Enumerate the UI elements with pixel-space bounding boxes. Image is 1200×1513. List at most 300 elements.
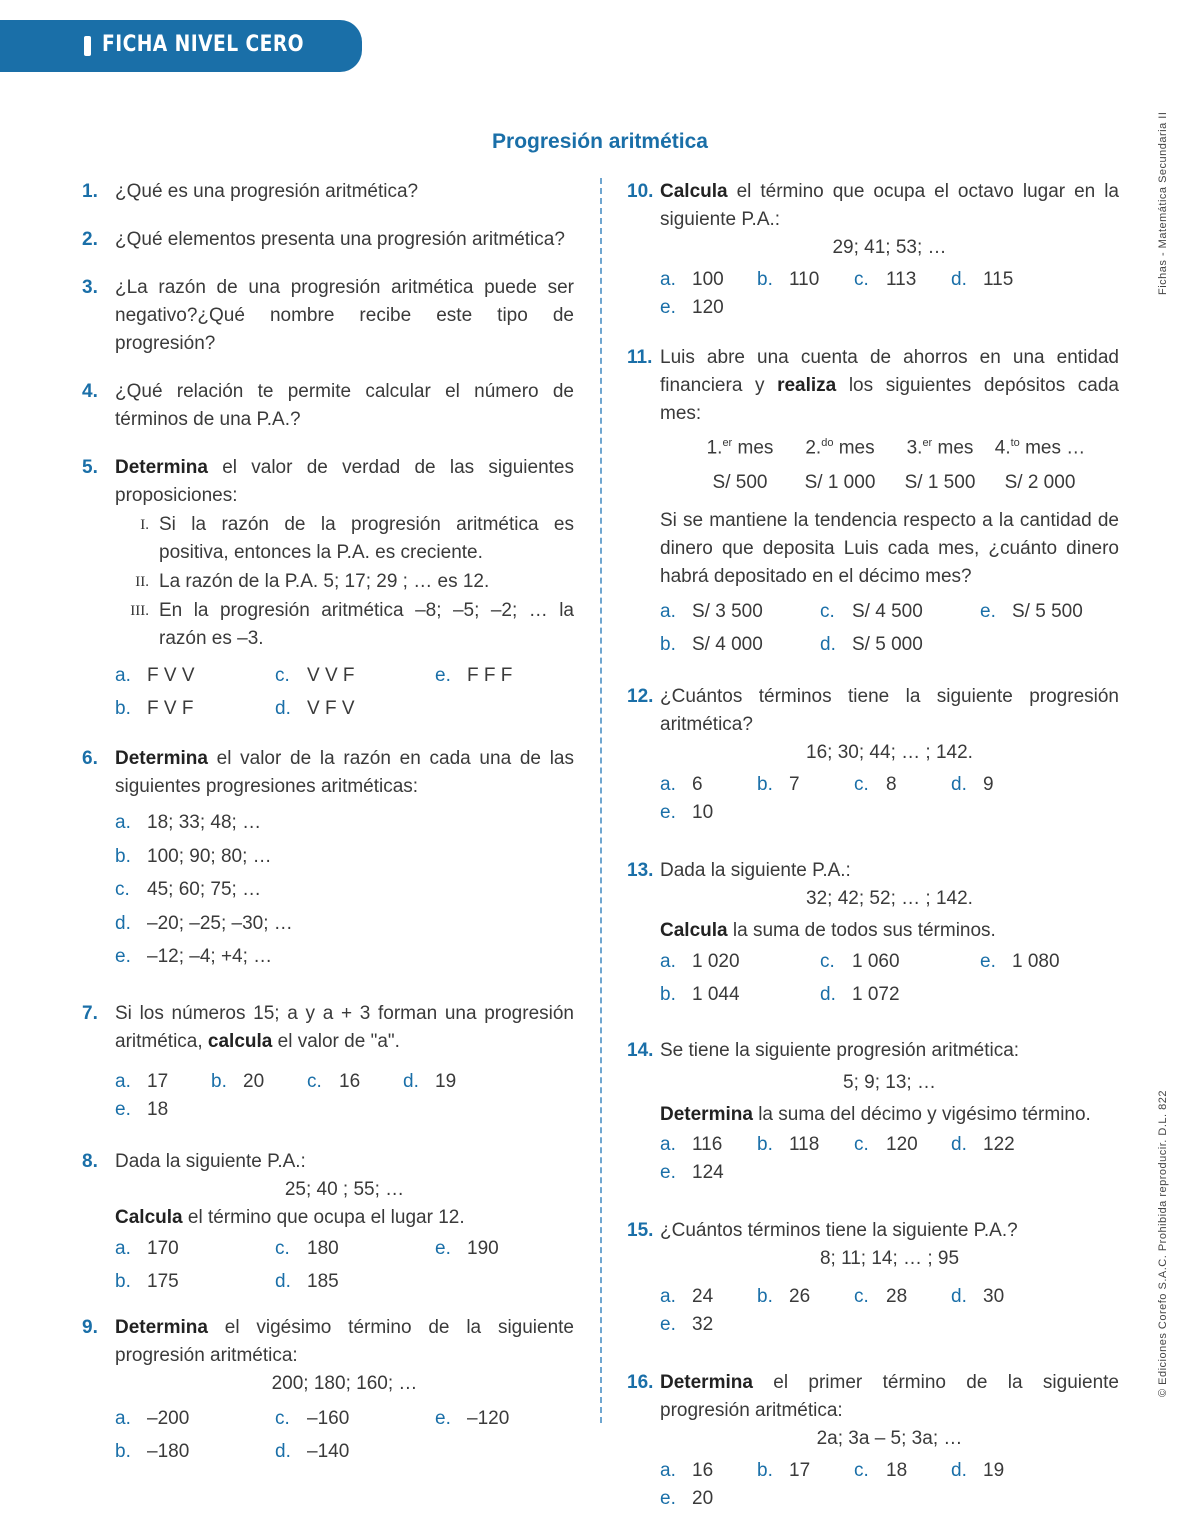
sequence: 29; 41; 53; … [832,237,947,258]
question-11 [627,344,1119,661]
item-value: 100; 90; 80; … [147,845,272,867]
option-value: V F V [307,698,355,719]
option-value: 1 044 [692,984,740,1006]
option-a[interactable] [115,659,275,692]
question-number: 8. [82,1150,98,1172]
option-value: –140 [307,1440,350,1462]
option-value: S/ 4 000 [692,634,763,656]
list-item [115,806,574,840]
question-text-rest: el valor de la razón en cada una de las siguientes progresiones aritméticas: [115,748,574,797]
option-letter: a. [115,665,131,686]
option-a[interactable] [115,1068,211,1096]
question-12 [627,683,1119,827]
option-letter: b. [115,698,131,719]
item-letter: b. [115,845,131,867]
option-letter: a. [115,1237,131,1259]
option-letter: c. [275,1407,290,1429]
question-text-part: el valor de "a". [272,1030,400,1052]
sequence: 5; 9; 13; … [843,1072,936,1094]
option-value: 18 [886,1460,908,1482]
option-value: 17 [147,1070,169,1092]
option-letter: a. [660,774,676,796]
deposit-amount: S/ 1 500 [904,472,976,494]
option-value: 16 [339,1070,361,1092]
option-c[interactable] [854,266,951,294]
column-divider [600,178,602,1423]
option-value: S/ 5 000 [852,634,923,656]
question-text-rest: el término que ocupa el octavo lugar en la siguiente P.A.: [660,181,1119,230]
sequence: 8; 11; 14; … ; 95 [819,1248,960,1270]
question-text-rest: el primer término de la siguiente progresión aritmética: [660,1372,1119,1422]
item-value: –12; –4; +4; … [147,946,273,967]
option-e[interactable] [660,294,740,322]
question-text [660,344,1119,428]
question-text-part: Si los números 15; a y a + 3 forman una progresión aritmética, [115,1002,574,1052]
proposition-text: La razón de la P.A. 5; 17; 29 ; … es 12. [159,571,490,592]
option-d[interactable] [951,1283,1048,1311]
option-value: 6 [692,774,703,796]
option-d[interactable] [275,692,435,725]
right-column [627,178,1119,1513]
item-letter: c. [115,879,130,900]
option-letter: d. [820,634,836,656]
option-letter: d. [951,774,967,796]
option-letter: e. [660,1314,676,1336]
option-b[interactable] [660,628,820,661]
option-c[interactable] [854,771,951,799]
option-letter: e. [435,1237,451,1259]
option-a[interactable] [660,266,757,294]
option-value: 124 [692,1162,724,1184]
option-letter: a. [660,1286,676,1308]
option-b[interactable] [757,1131,854,1159]
option-value: 18 [147,1098,169,1120]
option-letter: e. [660,802,676,824]
question-number: 16. [627,1372,654,1394]
option-letter: e. [980,951,996,973]
option-letter: c. [307,1070,322,1092]
question-text [115,1314,574,1370]
answer-options [660,1283,1119,1339]
item-value: –20; –25; –30; … [147,912,293,934]
option-b[interactable] [115,1265,275,1298]
option-value: 120 [886,1134,918,1156]
question-text-rest: el término que ocupa el lugar 12. [182,1206,465,1228]
question-3 [82,274,574,358]
option-e[interactable] [435,1402,565,1435]
question-text [115,454,574,510]
option-letter: e. [660,1162,676,1184]
item-value: 18; 33; 48; … [147,812,262,833]
question-text [115,1000,574,1056]
option-b[interactable] [757,1283,854,1311]
question-number: 4. [82,381,98,402]
side-note-copyright: © Ediciones Corefo S.A.C. Prohibida reproducir. D.L. 822 [1157,1090,1169,1397]
month-header: 3.$^{er}$ mes [906,437,974,459]
question-text-rest: la suma del décimo y vigésimo término. [752,1104,1091,1126]
option-letter: e. [660,297,676,318]
option-b[interactable] [211,1068,307,1096]
list-item [115,840,574,874]
option-letter: e. [435,1407,451,1429]
question-number: 11. [627,347,653,368]
option-e[interactable] [435,659,565,692]
question-instruction [660,917,1119,945]
option-letter: c. [854,774,869,796]
question-number: 6. [82,748,98,769]
option-e[interactable] [435,1232,565,1265]
question-text: Dada la siguiente P.A.: [115,1150,306,1172]
option-value: 8 [886,774,897,796]
option-value: –120 [467,1407,510,1429]
instruction-verb: Determina [660,1372,753,1394]
option-value: 28 [886,1286,908,1308]
question-number: 15. [627,1220,654,1242]
option-value: 120 [692,297,724,318]
option-letter: c. [820,951,835,973]
option-d[interactable] [275,1435,435,1468]
option-e[interactable] [660,1311,740,1339]
item-value: 45; 60; 75; … [147,879,262,900]
question-text [660,178,1119,234]
option-value: 20 [692,1488,714,1510]
answer-options [115,659,574,725]
list-item [115,907,574,941]
option-value: 26 [789,1286,811,1308]
question-number: 10. [627,181,654,202]
option-value: –200 [147,1407,190,1429]
option-value: S/ 5 500 [1012,601,1083,623]
question-8 [82,1148,574,1298]
option-c[interactable] [854,1283,951,1311]
option-a[interactable] [115,1232,275,1265]
instruction-verb: Calcula [660,920,728,942]
option-letter: d. [951,1286,967,1308]
answer-options [115,1402,574,1468]
option-letter: d. [951,269,967,290]
option-letter: b. [115,1440,131,1462]
answer-options [115,1068,574,1124]
question-14 [627,1037,1119,1187]
question-1 [82,178,574,206]
instruction-verb: Determina [115,457,208,478]
deposits-table [690,428,1119,503]
question-15 [627,1217,1119,1339]
question-number: 12. [627,686,654,708]
question-number: 7. [82,1002,98,1024]
option-letter: e. [660,1488,676,1510]
option-letter: c. [275,1237,290,1259]
sequence: 32; 42; 52; … ; 142. [806,888,973,910]
question-5 [82,454,574,725]
option-letter: b. [757,269,773,290]
question-text: ¿La razón de una progresión aritmética puede ser negativo?¿Qué nombre recibe este tipo de progresión? [115,277,574,354]
option-value: 100 [692,269,724,290]
option-value: 16 [692,1460,714,1482]
question-13 [627,857,1119,1011]
question-number: 3. [82,277,98,298]
option-b[interactable] [757,771,854,799]
option-value: 1 020 [692,951,740,973]
option-value: V V F [307,665,355,686]
option-c[interactable] [275,659,435,692]
option-value: 1 072 [852,984,900,1006]
option-b[interactable] [115,1435,275,1468]
proposition-number: I. [140,517,149,533]
option-value: 1 060 [852,951,900,973]
option-value: 122 [983,1134,1015,1156]
instruction-verb: Determina [660,1104,753,1126]
option-value: S/ 3 500 [692,601,763,623]
option-letter: b. [115,1270,131,1292]
option-value: 17 [789,1460,811,1482]
month-header: 4.$^{to}$ mes … [994,437,1086,459]
option-letter: a. [660,951,676,973]
option-value: –160 [307,1407,350,1429]
option-letter: a. [660,1134,676,1156]
question-text-part: los siguientes depósitos cada mes: [660,375,1119,424]
option-a[interactable] [660,595,820,628]
sequence: 2a; 3a – 5; 3a; … [816,1428,963,1450]
question-6 [82,745,574,974]
option-value: S/ 4 500 [852,601,923,623]
question-instruction [115,1204,574,1232]
proposition-number: II. [135,574,149,590]
option-letter: a. [660,601,676,623]
option-letter: c. [854,1286,869,1308]
option-value: 19 [435,1070,457,1092]
question-text: ¿Qué elementos presenta una progresión aritmética? [115,229,565,250]
deposit-amount: S/ 500 [712,472,768,494]
question-text: Dada la siguiente P.A.: [660,860,851,882]
option-value: F V V [147,665,195,686]
question-text: ¿Qué es una progresión aritmética? [115,181,419,202]
option-letter: d. [951,1134,967,1156]
option-c[interactable] [854,1457,951,1485]
question-context: Si se mantiene la tendencia respecto a la cantidad de dinero que deposita Luis cada mes, ¿cuánto dinero habrá depositado en el décimo mes? [660,510,1119,588]
list-item [115,873,574,907]
option-letter: d. [275,1270,291,1292]
option-letter: c. [854,269,869,290]
option-value: 113 [886,269,917,290]
question-text-part: Luis abre una cuenta de ahorros en una entidad financiera y [660,347,1119,396]
option-e[interactable] [980,945,1110,978]
option-e[interactable] [980,595,1110,628]
option-d[interactable] [275,1265,435,1298]
option-value: 175 [147,1270,179,1292]
option-letter: d. [275,1440,291,1462]
side-note-top: Fichas - Matemática Secundaria II [1157,111,1169,295]
option-value: 190 [467,1237,499,1259]
instruction-verb: Calcula [660,181,728,202]
option-letter: a. [660,269,676,290]
option-d[interactable] [403,1068,499,1096]
option-letter: e. [435,665,451,686]
month-header: 1.$^{er}$ mes [706,437,774,459]
option-value: 180 [307,1237,339,1259]
proposition [115,597,574,653]
instruction-verb: calcula [207,1030,273,1052]
option-a[interactable] [660,1457,757,1485]
question-text: ¿Qué relación te permite calcular el número de términos de una P.A.? [115,381,574,430]
option-d[interactable] [951,1131,1048,1159]
question-text: ¿Cuántos términos tiene la siguiente progresión aritmética? [660,686,1119,736]
option-d[interactable] [820,978,980,1011]
option-value: 19 [983,1460,1005,1482]
answer-options [660,1457,1119,1513]
option-letter: b. [757,1286,773,1308]
option-c[interactable] [275,1402,435,1435]
sequence: 16; 30; 44; … ; 142. [806,742,973,764]
answer-options [660,771,1119,827]
option-value: 30 [983,1286,1005,1308]
option-letter: d. [403,1070,419,1092]
deposit-amount: S/ 2 000 [1004,472,1076,494]
option-value: –180 [147,1440,190,1462]
option-b[interactable] [757,1457,854,1485]
option-letter: a. [115,1407,131,1429]
instruction-verb: Calcula [115,1206,183,1228]
option-b[interactable] [115,692,275,725]
question-text: ¿Cuántos términos tiene la siguiente P.A.? [660,1220,1018,1242]
option-letter: b. [211,1070,227,1092]
option-letter: b. [757,1134,773,1156]
question-4 [82,378,574,434]
banner-bar [84,36,91,56]
option-letter: c. [275,665,290,686]
option-letter: c. [820,601,835,623]
option-value: 32 [692,1314,714,1336]
option-c[interactable] [820,945,980,978]
proposition-text: En la progresión aritmética –8; –5; –2; … la razón es –3. [159,600,574,649]
option-letter: d. [275,698,291,719]
option-c[interactable] [307,1068,403,1096]
option-e[interactable] [660,1159,740,1187]
question-10 [627,178,1119,322]
question-9 [82,1314,574,1468]
question-number: 1. [82,181,98,202]
option-e[interactable] [660,799,740,827]
answer-options [660,266,1119,322]
deposit-amount: S/ 1 000 [804,472,876,494]
month-header: 2.$^{do}$ mes [805,437,875,459]
option-letter: c. [854,1460,869,1482]
question-number: 9. [82,1316,98,1338]
option-c[interactable] [820,595,980,628]
option-a[interactable] [660,771,757,799]
option-letter: a. [660,1460,676,1482]
option-letter: b. [660,984,676,1006]
option-c[interactable] [275,1232,435,1265]
question-text-rest: el vigésimo término de la siguiente progresión aritmética: [115,1316,574,1366]
option-letter: d. [951,1460,967,1482]
proposition-text: Si la razón de la progresión aritmética es positiva, entonces la P.A. es creciente. [159,514,574,563]
question-number: 2. [82,229,98,250]
question-number: 13. [627,860,654,882]
question-text: Se tiene la siguiente progresión aritmética: [660,1040,1020,1062]
option-value: 1 080 [1012,951,1060,973]
option-value: 10 [692,802,714,824]
instruction-verb: realiza [777,375,837,396]
option-value: 24 [692,1286,714,1308]
option-c[interactable] [854,1131,951,1159]
option-value: 118 [789,1134,820,1156]
option-value: 110 [789,269,820,290]
option-value: F F F [467,665,513,686]
option-letter: c. [854,1134,869,1156]
answer-options [660,595,1119,661]
left-column [82,178,574,1468]
header-banner [0,20,362,72]
instruction-verb: Determina [115,748,208,769]
answer-options [660,945,1119,1011]
question-2 [82,226,574,254]
option-d[interactable] [951,1457,1048,1485]
question-number: 5. [82,457,98,478]
option-value: 9 [983,774,994,796]
question-number: 14. [627,1040,654,1062]
option-value: 115 [983,269,1014,290]
option-e[interactable] [660,1485,740,1513]
instruction-verb: Determina [115,1316,208,1338]
question-instruction [660,1101,1119,1129]
option-letter: a. [115,1070,131,1092]
question-text [115,745,574,801]
option-letter: b. [660,634,676,656]
option-d[interactable] [820,628,980,661]
option-b[interactable] [660,978,820,1011]
answer-options [115,1232,574,1298]
list-item [115,940,574,974]
option-letter: b. [757,1460,773,1482]
option-a[interactable] [660,1131,757,1159]
option-value: 170 [147,1237,179,1259]
question-text-rest: la suma de todos sus términos. [727,920,996,942]
question-7 [82,1000,574,1124]
proposition [115,568,574,596]
option-b[interactable] [757,266,854,294]
question-16 [627,1369,1119,1513]
option-value: 185 [307,1270,339,1292]
option-d[interactable] [951,266,1048,294]
page-title: Progresión aritmética [492,130,708,153]
sequence-list [115,806,574,974]
option-a[interactable] [660,1283,757,1311]
option-letter: e. [115,1098,131,1120]
option-letter: d. [820,984,836,1006]
item-letter: a. [115,812,131,833]
option-letter: b. [757,774,773,796]
option-value: F V F [147,698,194,719]
sequence: 200; 180; 160; … [271,1372,418,1394]
sequence: 25; 40 ; 55; … [284,1178,405,1200]
option-value: 20 [243,1070,265,1092]
question-text [660,1369,1119,1425]
option-d[interactable] [951,771,1048,799]
option-a[interactable] [660,945,820,978]
option-letter: e. [980,601,996,623]
proposition [115,511,574,567]
option-e[interactable] [115,1096,195,1124]
proposition-number: III. [130,603,149,619]
option-value: 116 [692,1134,723,1156]
banner-title: FICHA NIVEL CERO [102,32,304,57]
question-text-rest: el valor de verdad de las siguientes proposiciones: [115,457,574,506]
item-letter: d. [115,912,131,934]
option-a[interactable] [115,1402,275,1435]
answer-options [660,1131,1119,1187]
item-letter: e. [115,946,131,967]
